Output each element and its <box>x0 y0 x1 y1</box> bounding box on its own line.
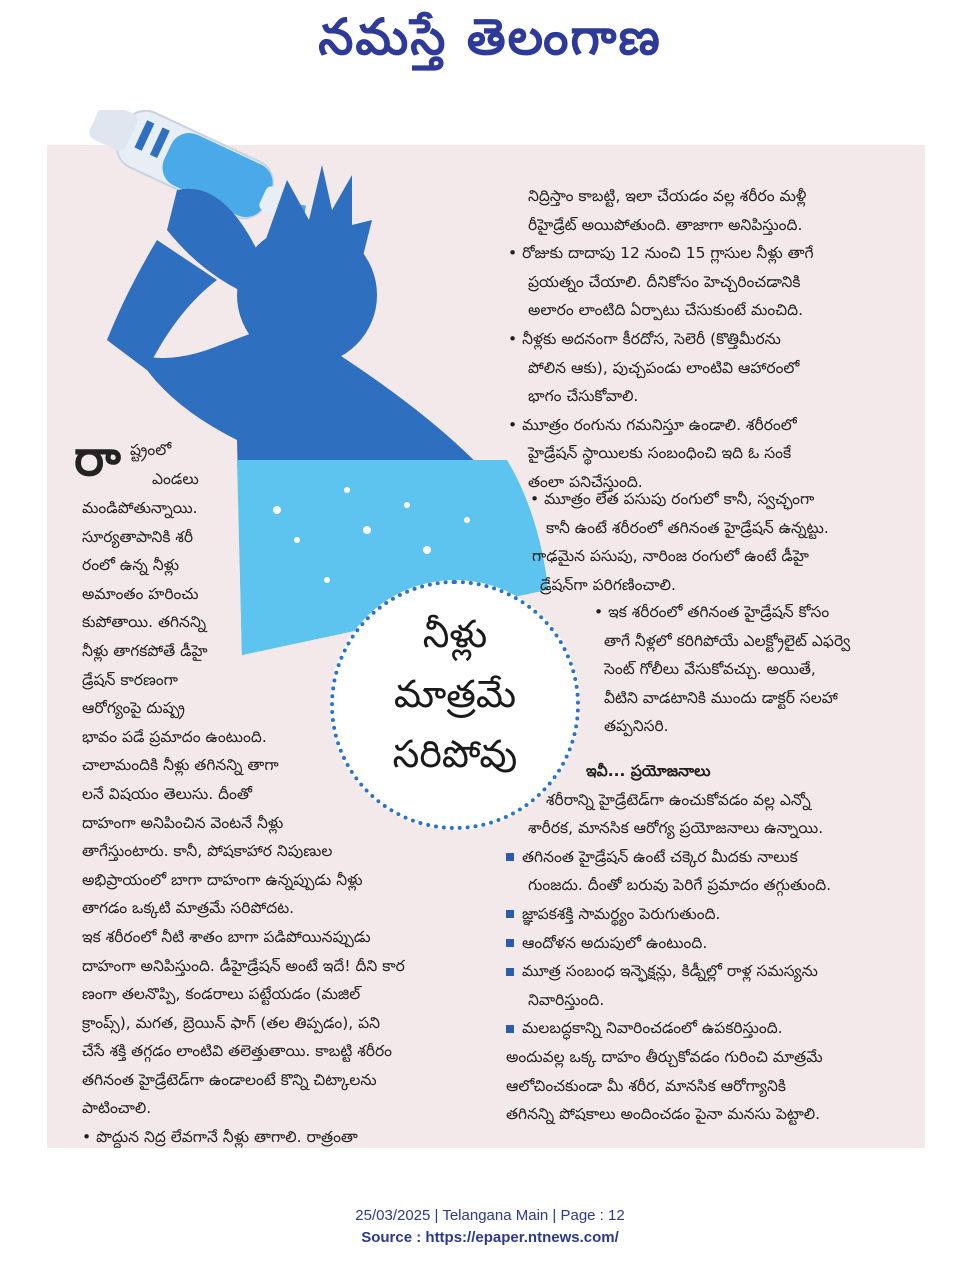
tip-line: • ఇక శరీరంలో తగినంత హైడ్రేషన్ కోసం <box>594 603 830 621</box>
lead-line: ఆరోగ్యంపై దుష్ప్ర <box>82 699 185 718</box>
tip-line: తంలా పనిచేస్తుంది. <box>528 472 643 491</box>
footer-source-link[interactable]: Source : https://epaper.ntnews.com/ <box>361 1229 619 1246</box>
tips-column-mid-2 <box>594 598 850 741</box>
lead-line: రంలో ఉన్న నీళ్లు <box>82 556 180 575</box>
lead-line: భావం పడే ప్రమాదం ఉంటుంది. <box>82 727 267 746</box>
benefit-item <box>506 1014 831 1043</box>
lead-line: ణంగా తలనొప్పి, కండరాలు పట్టేయడం (మజిల్ <box>82 985 361 1004</box>
tip-line: రీహైడ్రేట్ అయిపోతుంది. తాజాగా అనిపిస్తుంది. <box>528 215 803 234</box>
tip-line: సెంట్ గోలీలు వేసుకోవచ్చు. అయితే, <box>604 660 816 679</box>
benefit-text: మలబద్ధకాన్ని నివారించడంలో ఉపకరిస్తుంది. <box>522 1019 783 1038</box>
lead-line: క్రాంప్స్), మగత, బ్రెయిన్ ఫాగ్ (తల తిప్పడం), పని <box>82 1013 380 1032</box>
benefit-item-cont: నివారిస్తుంది. <box>528 990 605 1009</box>
tip-line: పోలిన ఆకు), పుచ్చపండు లాంటివి ఆహారంలో <box>528 358 800 377</box>
lead-line: లనే విషయం తెలుసు. దీంతో <box>82 784 253 803</box>
tips-column-mid-1 <box>530 485 829 599</box>
benefit-item-cont: గుంజదు. దీంతో బరువు పెరిగే ప్రమాదం తగ్గుతుంది. <box>528 876 832 895</box>
lead-line: నీళ్లు తాగకపోతే డీహై <box>82 641 208 660</box>
tip-line: అలారం లాంటిది ఏర్పాటు చేసుకుంటే మంచిది. <box>528 301 803 320</box>
lead-line: అభిప్రాయంలో బాగా దాహంగా ఉన్నప్పుడు నీళ్లు <box>82 870 363 889</box>
lead-intro-block <box>130 436 199 493</box>
benefit-item <box>506 929 831 958</box>
tip-line: • మూత్రం లేత పసుపు రంగులో కానీ, స్వచ్ఛంగా <box>530 490 815 508</box>
lead-line: ష్ట్రంలో <box>130 441 172 459</box>
square-bullet-icon <box>506 939 514 947</box>
lead-line: చేసే శక్తి తగ్గడం లాంటివి తలెత్తుతాయి. కాబట్టి శరీరం <box>82 1042 393 1061</box>
drop-cap: రా <box>74 429 121 487</box>
tip-line: వీటిని వాడటానికి ముందు డాక్టర్ సలహా <box>604 688 838 707</box>
lead-column <box>82 494 405 1152</box>
benefits-heading: ఇవీ... ప్రయోజనాలు <box>586 762 711 780</box>
square-bullet-icon <box>506 853 514 861</box>
benefits-intro-line: శారీరక, మానసిక ఆరోగ్య ప్రయోజనాలు ఉన్నాయి. <box>528 819 824 838</box>
tip-line: • నీళ్లకు అదనంగా కీరదోస, సెలెరీ (కొత్తిమీరను <box>508 329 781 348</box>
tip-line: భాగం చేసుకోవాలి. <box>528 387 639 406</box>
page-footer <box>0 1205 980 1249</box>
tip-line: తాగే నీళ్లలో కరిగిపోయే ఎలక్ట్రోలైట్ ఎఫర్వె <box>604 631 851 650</box>
tip-line: ప్రయత్నం చేయాలి. దీనికోసం హెచ్చరించడానికి <box>528 272 801 291</box>
lead-line: చాలామందికి నీళ్లు తగినన్ని తాగా <box>82 756 279 775</box>
lead-line: సూర్యతాపానికి శరీ <box>82 527 194 546</box>
benefit-item <box>506 843 831 872</box>
closing-line: తగినన్ని పోషకాలు అందించడం పైనా మనసు పెట్టాలి. <box>506 1105 821 1124</box>
benefit-text: తగినంత హైడ్రేషన్ ఉంటే చక్కెర మీదకు నాలుక <box>522 847 798 866</box>
square-bullet-icon <box>506 910 514 918</box>
lead-line: తాగడం ఒక్కటి మాత్రమే సరిపోదట. <box>82 899 295 918</box>
tip-line: • మూత్రం రంగును గమనిస్తూ ఉండాలి. శరీరంలో <box>508 415 797 434</box>
lead-line: దాహంగా అనిపిస్తుంది. డీహైడ్రేషన్ అంటే ఇదే! దీని కార <box>82 956 405 975</box>
square-bullet-icon <box>506 968 514 976</box>
benefit-text: ఆందోళన అదుపులో ఉంటుంది. <box>522 933 708 952</box>
lead-line: ఎండలు <box>152 469 199 488</box>
tip-line: • రోజుకు దాదాపు 12 నుంచి 15 గ్లాసుల నీళ్లు తాగే <box>508 244 814 263</box>
benefit-item <box>506 957 831 986</box>
lead-line: అమాంతం హరించు <box>82 584 199 603</box>
tip-line: హైడ్రేషన్ స్థాయిలకు సంబంధించి ఇది ఓ సంకే <box>528 444 792 463</box>
tips-column-top <box>508 182 814 497</box>
tip-line: తప్పనిసరి. <box>604 717 669 736</box>
headline-line-2: మాత్రమే <box>393 672 517 716</box>
lead-line: తగినంత హైడ్రేటెడ్‌గా ఉండాలంటే కొన్ని చిట్కాలను <box>82 1070 377 1089</box>
lead-line: తాగేస్తుంటారు. కానీ, పోషకాహార నిపుణుల <box>82 842 333 861</box>
benefits-section <box>506 757 831 1129</box>
lead-line: • పొద్దున నిద్ర లేవగానే నీళ్లు తాగాలి. రాత్రంతా <box>82 1128 358 1147</box>
footer-edition-info: 25/03/2025 | Telangana Main | Page : 12 <box>355 1207 625 1224</box>
benefit-item <box>506 900 831 929</box>
lead-line: ఇక శరీరంలో నీటి శాతం బాగా పడిపోయినప్పుడు <box>82 927 371 946</box>
tip-line: నిద్రిస్తాం కాబట్టి, ఇలా చేయడం వల్ల శరీరం మళ్లీ <box>528 187 807 205</box>
tip-line: గాఢమైన పసుపు, నారింజ రంగులో ఉంటే డీహై <box>532 547 809 566</box>
benefits-intro-line: శరీరాన్ని హైడ్రేటెడ్‌గా ఉంచుకోవడం వల్ల ఎన్నో <box>546 790 811 809</box>
lead-line: కుపోతాయి. తగినన్ని <box>82 613 207 632</box>
closing-line: అందువల్ల ఒక్క దాహం తీర్చుకోవడం గురించి మాత్రమే <box>506 1047 823 1066</box>
headline-line-1: నీళ్లు <box>422 612 488 656</box>
tip-line: డ్రేషన్‌గా పరిగణించాలి. <box>540 575 676 594</box>
lead-line: మండిపోతున్నాయి. <box>82 499 198 517</box>
benefit-text: మూత్ర సంబంధ ఇన్ఫెక్షన్లు, కిడ్నీల్లో రాళ్ల సమస్యను <box>522 962 818 981</box>
lead-line: పాటించాలి. <box>82 1099 152 1118</box>
square-bullet-icon <box>506 1025 514 1033</box>
masthead: నమస్తే తెలంగాణ <box>318 8 662 66</box>
lead-line: దాహంగా అనిపించిన వెంటనే నీళ్లు <box>82 813 284 832</box>
headline-line-3: సరిపోవు <box>392 732 518 776</box>
benefit-text: జ్ఞాపకశక్తి సామర్థ్యం పెరుగుతుంది. <box>522 904 721 923</box>
lead-line: డ్రేషన్ కారణంగా <box>82 670 178 689</box>
tip-line: కానీ ఉంటే శరీరంలో తగినంత హైడ్రేషన్ ఉన్నట్టు. <box>546 518 829 537</box>
closing-line: ఆలోచించకుండా మీ శరీర, మానసిక ఆరోగ్యానికి <box>506 1076 786 1095</box>
